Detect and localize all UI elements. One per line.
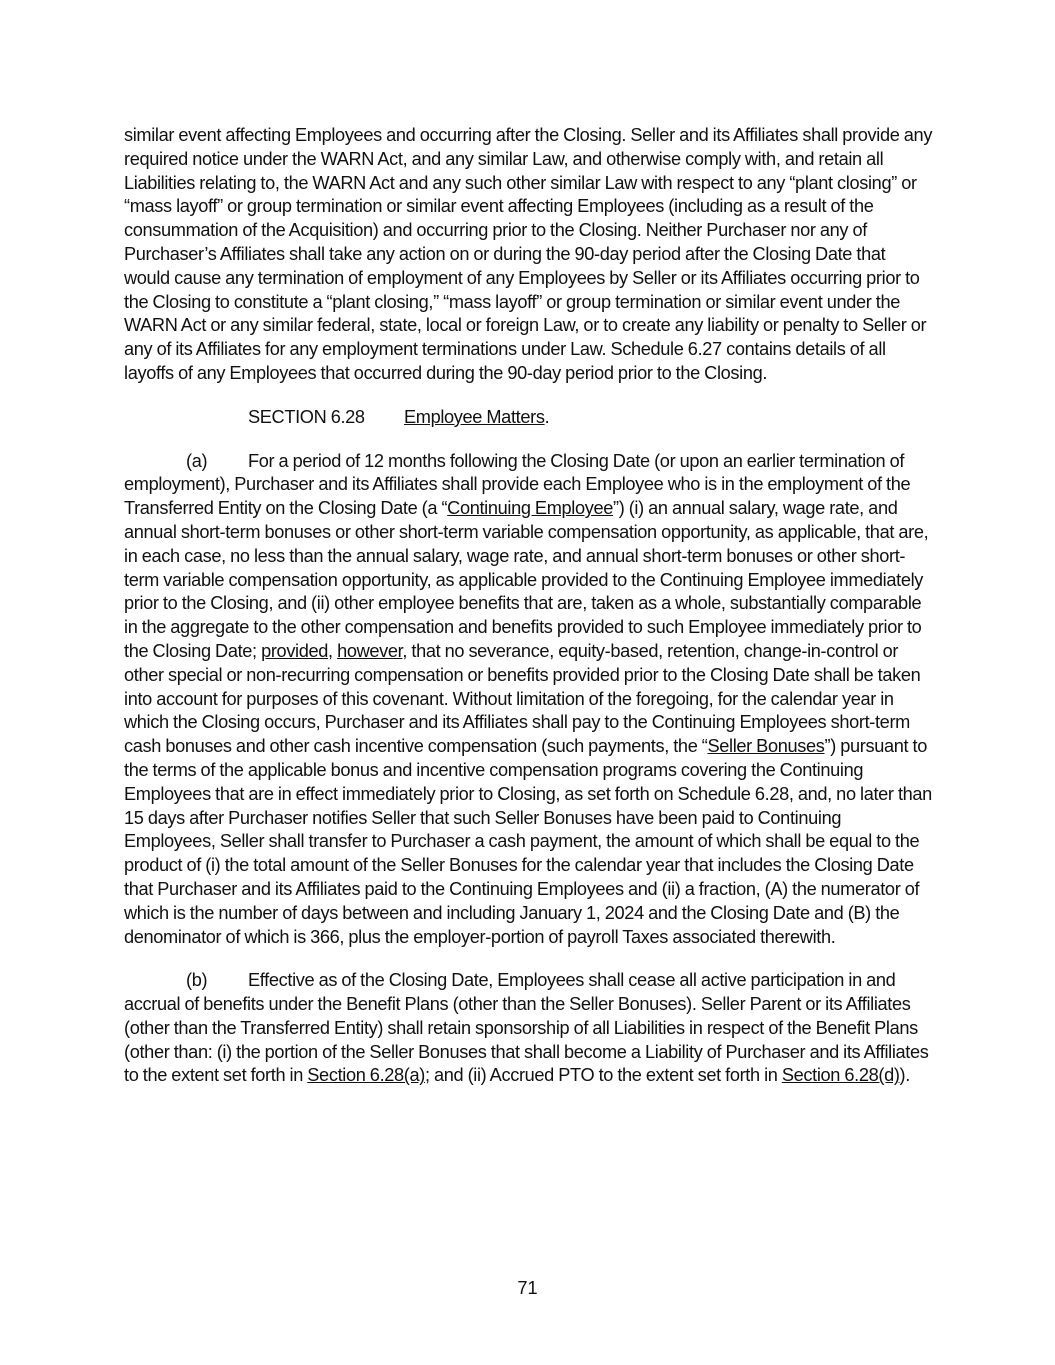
defined-term-seller-bonuses: Seller Bonuses [707,736,825,757]
paragraph-a-text-3: , [328,640,338,661]
paragraph-a-text-4: , that no severance, equity-based, retention, change-in-control or other special or non-recurring compensation or benefits provided prior to the Closing Date shall be taken into account for purposes of this covenant. Without limitation of the foregoing, for the calendar year in which the Closing occurs, Purchaser and its Affiliates shall pay to the Continuing Employees short-term cash bonuses and other cash incentive compensation (such payments, the “ [124,640,921,757]
section-heading [124,406,934,430]
document-page [124,124,934,1108]
section-title-suffix: . [544,406,550,427]
cross-reference-section-6-28-d: Section 6.28(d) [781,1065,900,1086]
intro-paragraph: similar event affecting Employees and occurring after the Closing. Seller and its Affiliates shall provide any required notice under the WARN Act, and any similar Law, and otherwise comply with, and retain all Liabilities relating to, the WARN Act and any such other similar Law with respect to any “plant closing” or “mass layoff” or group termination or similar event affecting Employees (including as a result of the consummation of the Acquisition) and occurring prior to the Closing. Neither Purchaser nor any of Purchaser’s Affiliates shall take any action on or during the 90-day period after the Closing Date that would cause any termination of employment of any Employees by Seller or its Affiliates occurring prior to the Closing to constitute a “plant closing,” “mass layoff” or group termination or similar event under the WARN Act or any similar federal, state, local or foreign Law, or to create any liability or penalty to Seller or any of its Affiliates for any employment terminations under Law. Schedule 6.27 contains details of all layoffs of any Employees that occurred during the 90-day period prior to the Closing. [124,125,933,383]
paragraph-a-text-5: ”) pursuant to the terms of the applicable bonus and incentive compensation programs covering the Continuing Employees that are in effect immediately prior to Closing, as set forth on Schedule 6.28, and, no later than 15 days after Purchaser notifies Seller that such Seller Bonuses have been paid to Continuing Employees, Seller shall transfer to Purchaser a cash payment, the amount of which shall be equal to the product of (i) the total amount of the Seller Bonuses for the calendar year that includes the Closing Date that Purchaser and its Affiliates paid to the Continuing Employees and (ii) a fraction, (A) the numerator of which is the number of days between and including January 1, 2024 and the Closing Date and (B) the denominator of which is 366, plus the employer-portion of payroll Taxes associated therewith. [124,736,932,947]
paragraph-b-label: (b) [186,970,208,991]
paragraph-b [124,969,934,1088]
section-title: Employee Matters [404,406,545,427]
defined-term-continuing-employee: Continuing Employee [447,498,613,519]
paragraph-a-text-1: For a period of 12 months following the Closing Date (or upon an earlier termination of employment), Purchaser and its Affiliates shall provide each Employee who is in the employment of the Transferred Entity on the Closing Date (a “ [124,450,911,519]
paragraph-b-text-1: Effective as of the Closing Date, Employees shall cease all active participation in and accrual of benefits under the Benefit Plans (other than the Seller Bonuses). Seller Parent or its Affiliates (other than the Transferred Entity) shall retain sponsorship of all Liabilities in respect of the Benefit Plans (other than: (i) the portion of the Seller Bonuses that shall become a Liability of Purchaser and its Affiliates to the extent set forth in [124,970,929,1086]
section-number: SECTION 6.28 [248,406,365,427]
term-provided: provided [261,640,329,661]
paragraph-b-text-3: ). [899,1065,910,1086]
paragraph-a-text-2: ”) (i) an annual salary, wage rate, and annual short-term bonuses or other short-term variable compensation opportunity, as applicable, that are, in each case, no less than the annual salary, wage rate, and annual short-term bonuses or other short-term variable compensation opportunity, as applicable provided to the Continuing Employee immediately prior to the Closing, and (ii) other employee benefits that are, taken as a whole, substantially comparable in the aggregate to the other compensation and benefits provided to such Employee immediately prior to the Closing Date; [124,498,929,661]
paragraph-b-text-2: ; and (ii) Accrued PTO to the extent set forth in [424,1065,782,1086]
page-number: 71 [517,1278,538,1298]
paragraph-a [124,450,934,950]
term-however: however [337,640,403,661]
cross-reference-section-6-28-a: Section 6.28(a) [307,1065,425,1086]
paragraph-a-label: (a) [186,450,208,471]
